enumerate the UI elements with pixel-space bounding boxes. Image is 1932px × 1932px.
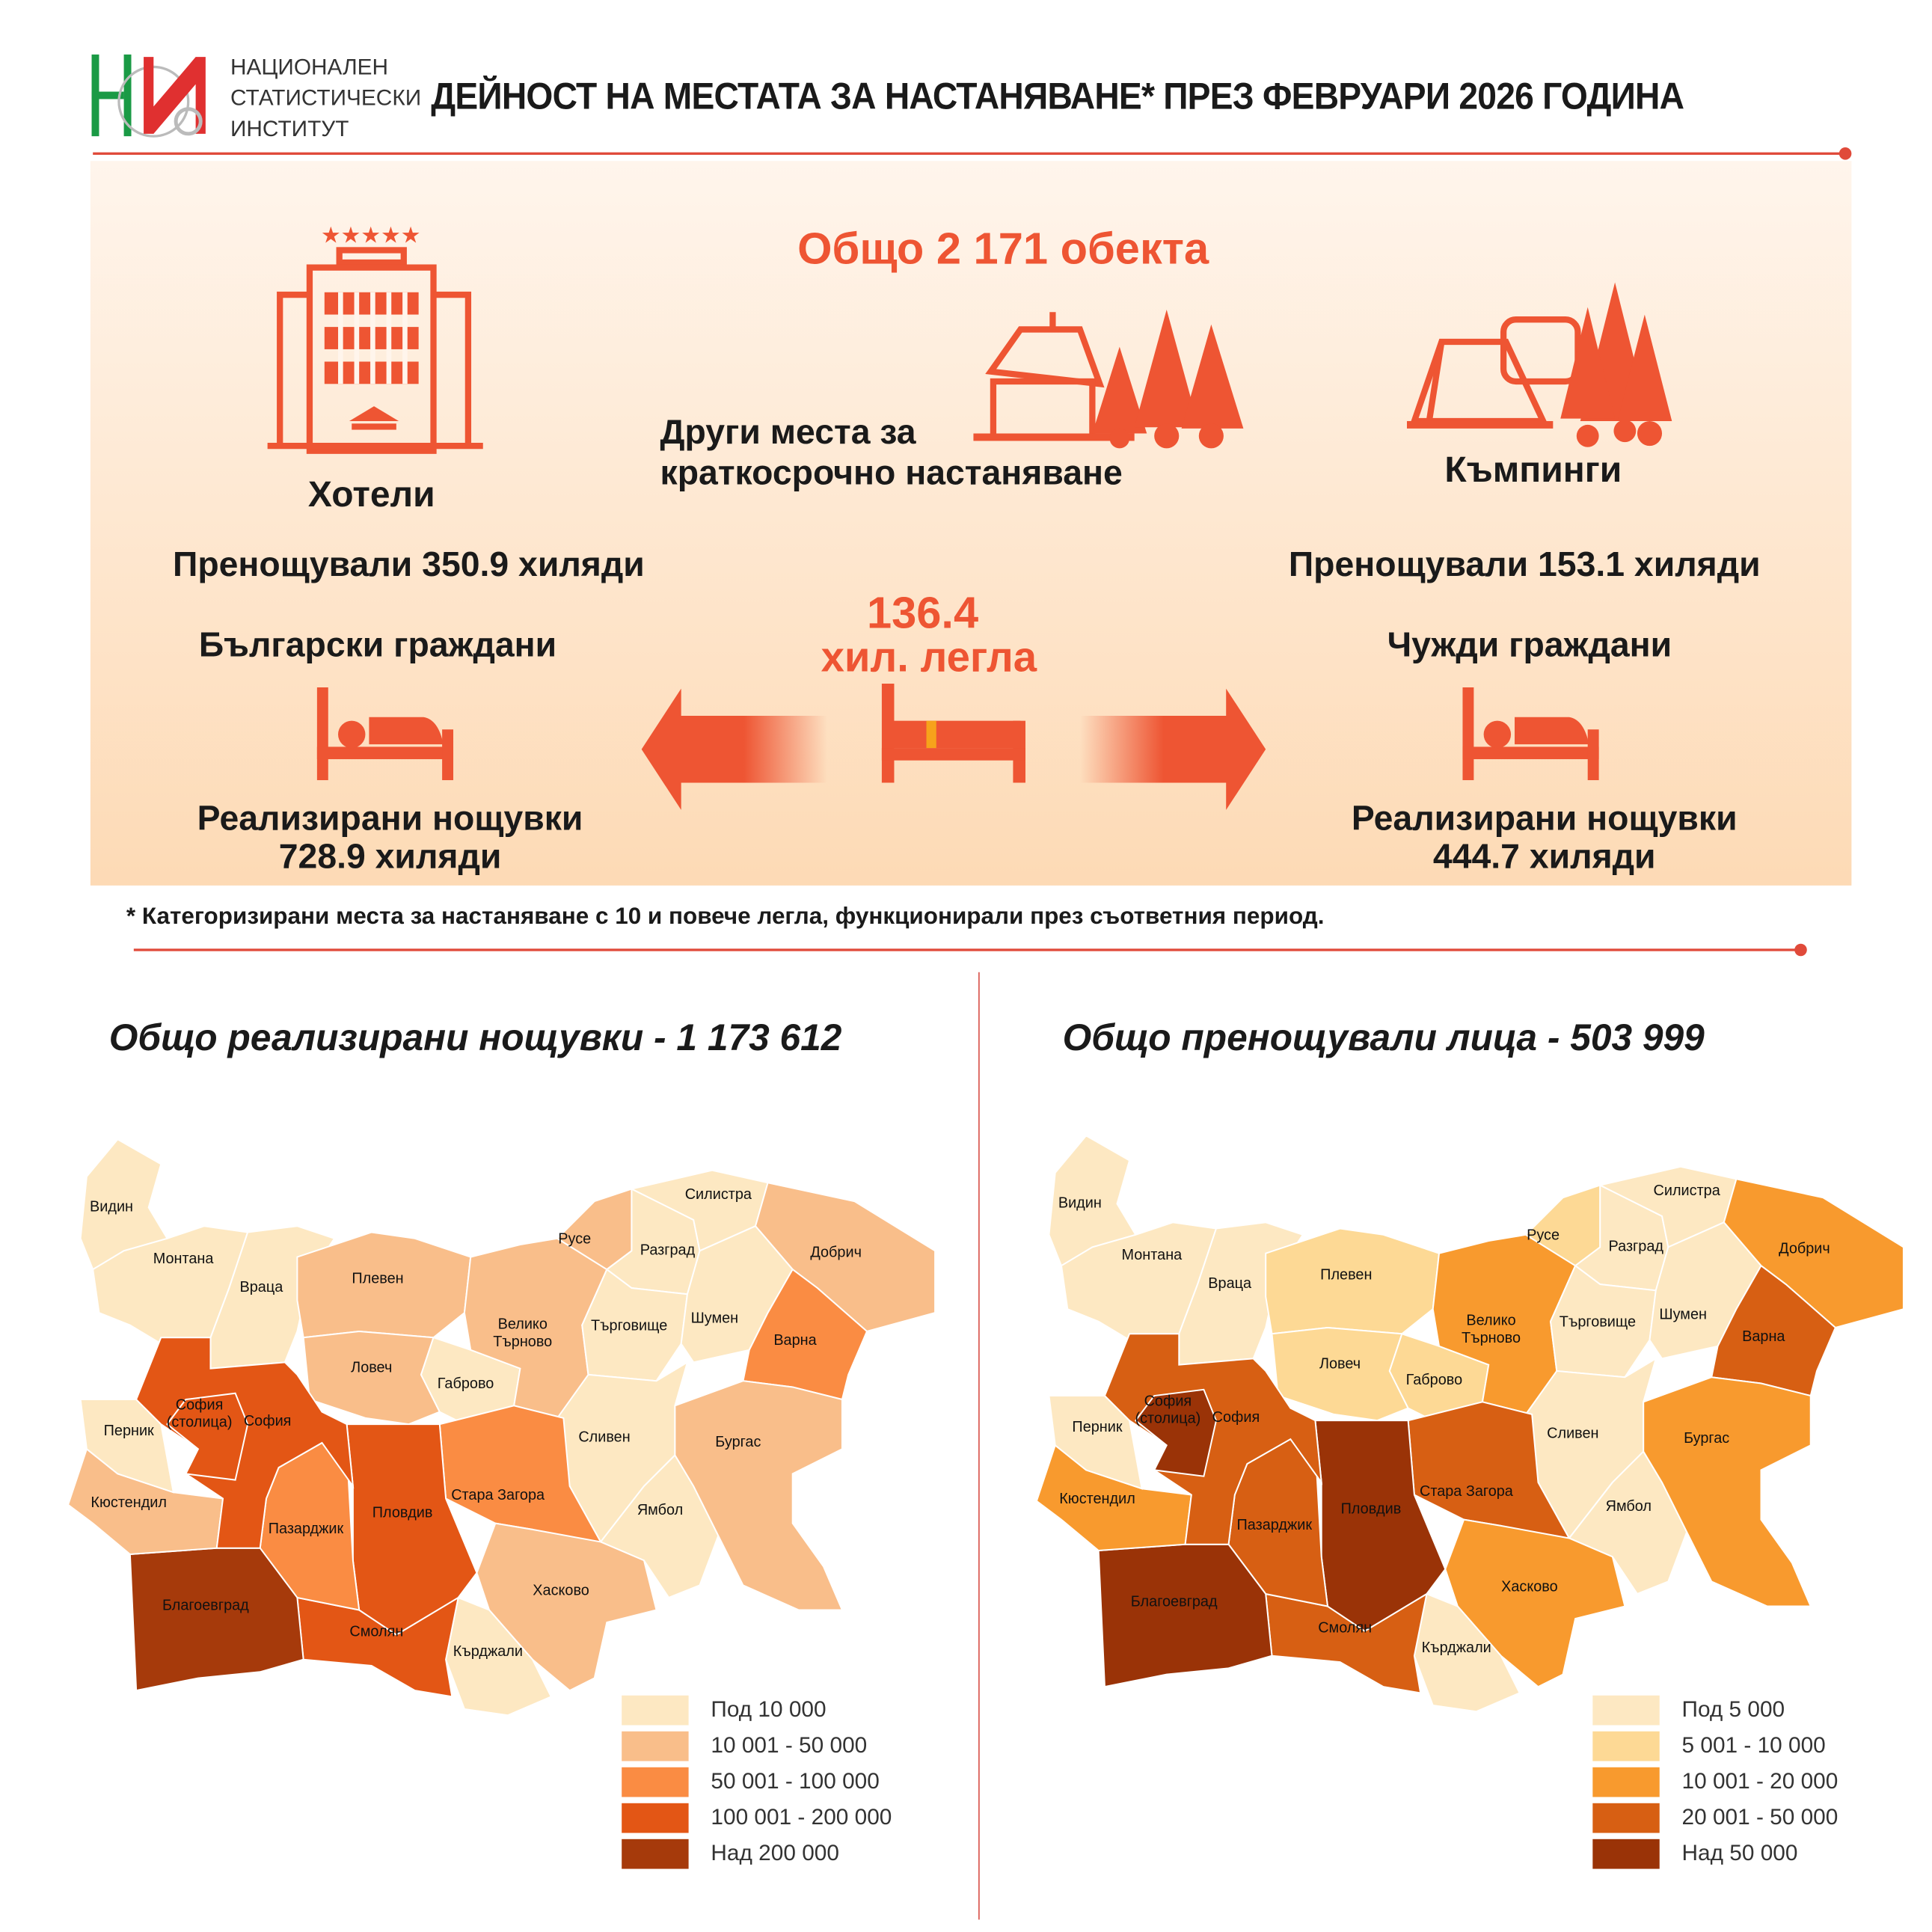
province-label: Перник (103, 1423, 154, 1440)
province-label: Разград (1608, 1238, 1663, 1255)
province-label: София (1212, 1408, 1260, 1426)
svg-text:★★★★★: ★★★★★ (320, 223, 421, 248)
nights-bg: 728.9 хиляди (278, 837, 502, 876)
province-label: Пазарджик (268, 1520, 344, 1537)
province-label: (столица) (166, 1414, 233, 1431)
legend-item: 10 001 - 20 000 (1592, 1764, 1838, 1800)
legend-item: Под 5 000 (1592, 1692, 1838, 1728)
province-label: Русе (558, 1230, 592, 1248)
province-label: Силистра (1653, 1182, 1720, 1199)
legend-item: Над 200 000 (622, 1836, 892, 1871)
province-label: Велико (497, 1316, 548, 1333)
other-accommodation-label: Други места за (660, 412, 916, 451)
province-label: Плевен (1320, 1266, 1373, 1284)
nights-label: Реализирани нощувки (197, 798, 583, 838)
province-label: Разград (640, 1242, 696, 1259)
province-label: Шумен (690, 1310, 739, 1327)
province-label: Ямбол (1605, 1498, 1652, 1515)
logo-line: ИНСТИТУТ (230, 116, 349, 141)
province-label: Стара Загора (1420, 1483, 1513, 1500)
province-label: Смолян (1318, 1619, 1373, 1637)
province-label: Кюстендил (91, 1494, 167, 1512)
province-label: Търново (493, 1333, 553, 1350)
province-label: Враца (239, 1278, 283, 1295)
legend-item: 100 001 - 200 000 (622, 1800, 892, 1836)
province-label: Габрово (1405, 1372, 1463, 1389)
beds-value: 136.4 (866, 586, 979, 638)
nights-foreign: 444.7 хиляди (1432, 837, 1656, 876)
province-label: Велико (1466, 1312, 1516, 1329)
province-label: Бургас (1684, 1429, 1730, 1447)
province-label: Търговище (591, 1317, 668, 1334)
legend-item: Под 10 000 (622, 1692, 892, 1728)
province-label: Шумен (1659, 1306, 1707, 1323)
guests-bg: Пренощували 350.9 хиляди (173, 545, 645, 583)
legend-item: 10 001 - 50 000 (622, 1728, 892, 1764)
province-label: Монтана (1121, 1246, 1183, 1263)
foreign-citizens-label: Чужди граждани (1387, 625, 1672, 664)
total-objects: Общо 2 171 обекта (797, 223, 1209, 274)
province-label: Благоевград (162, 1597, 249, 1614)
province-label: Плевен (352, 1270, 404, 1287)
campings-label: Къмпинги (1444, 450, 1622, 491)
province-label: Търговище (1559, 1313, 1637, 1331)
province-label: Враца (1208, 1275, 1252, 1292)
province-label: Монтана (153, 1250, 214, 1267)
province-label: Търново (1462, 1329, 1521, 1346)
legend-item: 50 001 - 100 000 (622, 1764, 892, 1800)
province-label: Видин (1058, 1195, 1102, 1212)
province-label: Хасково (1501, 1578, 1558, 1595)
province-label: Русе (1527, 1227, 1560, 1244)
province-label: Хасково (533, 1582, 589, 1599)
province-label: Кърджали (1421, 1639, 1491, 1656)
legend-item: 5 001 - 10 000 (1592, 1728, 1838, 1764)
province-label: Кърджали (453, 1643, 523, 1660)
page-title: ДЕЙНОСТ НА МЕСТАТА ЗА НАСТАНЯВАНЕ* ПРЕЗ ФЕВРУАРИ 2026 ГОДИНА (431, 76, 1684, 118)
province-label: Добрич (1779, 1240, 1830, 1257)
province-label: Бургас (715, 1433, 761, 1450)
province-label: Ловеч (351, 1359, 393, 1376)
province-label: Смолян (349, 1623, 404, 1640)
province-label: Габрово (437, 1376, 494, 1393)
province-label: Пазарджик (1236, 1516, 1313, 1533)
hotels-label: Хотели (307, 475, 435, 515)
province-label: (столица) (1135, 1410, 1201, 1427)
province-4 (1272, 1328, 1408, 1420)
guests-map (969, 0, 1932, 1928)
guests-foreign: Пренощували 153.1 хиляди (1288, 545, 1761, 583)
logo-line: НАЦИОНАЛЕН (230, 54, 389, 79)
province-label: Пловдив (372, 1504, 433, 1521)
province-label: Сливен (1547, 1425, 1599, 1442)
map-title-nights: Общо реализирани нощувки - 1 173 612 (108, 1018, 842, 1059)
bulgarian-citizens-label: Български граждани (198, 625, 557, 664)
province-label: Ямбол (637, 1502, 684, 1519)
map-title-guests: Общо пренощували лица - 503 999 (1062, 1018, 1705, 1059)
province-label: София (1144, 1393, 1192, 1410)
province-label: София (243, 1412, 292, 1429)
province-label: Благоевград (1130, 1593, 1218, 1610)
province-label: Пловдив (1340, 1500, 1402, 1518)
footnote: * Категоризирани места за настаняване с 10 и повече легла, функционирали през съответния период. (126, 904, 1325, 930)
province-label: Ловеч (1319, 1355, 1361, 1373)
logo-line: СТАТИСТИЧЕСКИ (230, 85, 422, 111)
province-label: Перник (1072, 1419, 1123, 1436)
province-label: София (175, 1396, 224, 1414)
province-4 (304, 1331, 440, 1424)
other-accommodation-label-2: краткосрочно настаняване (660, 453, 1123, 492)
province-label: Стара Загора (451, 1487, 545, 1504)
province-label: Силистра (684, 1186, 752, 1203)
province-label: Кюстендил (1059, 1491, 1135, 1508)
province-label: Сливен (578, 1429, 631, 1446)
province-label: Добрич (810, 1244, 862, 1261)
nights-label: Реализирани нощувки (1351, 798, 1738, 838)
legend-item: Над 50 000 (1592, 1836, 1838, 1871)
legend-item: 20 001 - 50 000 (1592, 1800, 1838, 1836)
province-label: Варна (1742, 1328, 1785, 1346)
province-label: Видин (90, 1198, 134, 1215)
beds-unit: хил. легла (821, 634, 1037, 681)
province-label: Варна (773, 1332, 817, 1349)
